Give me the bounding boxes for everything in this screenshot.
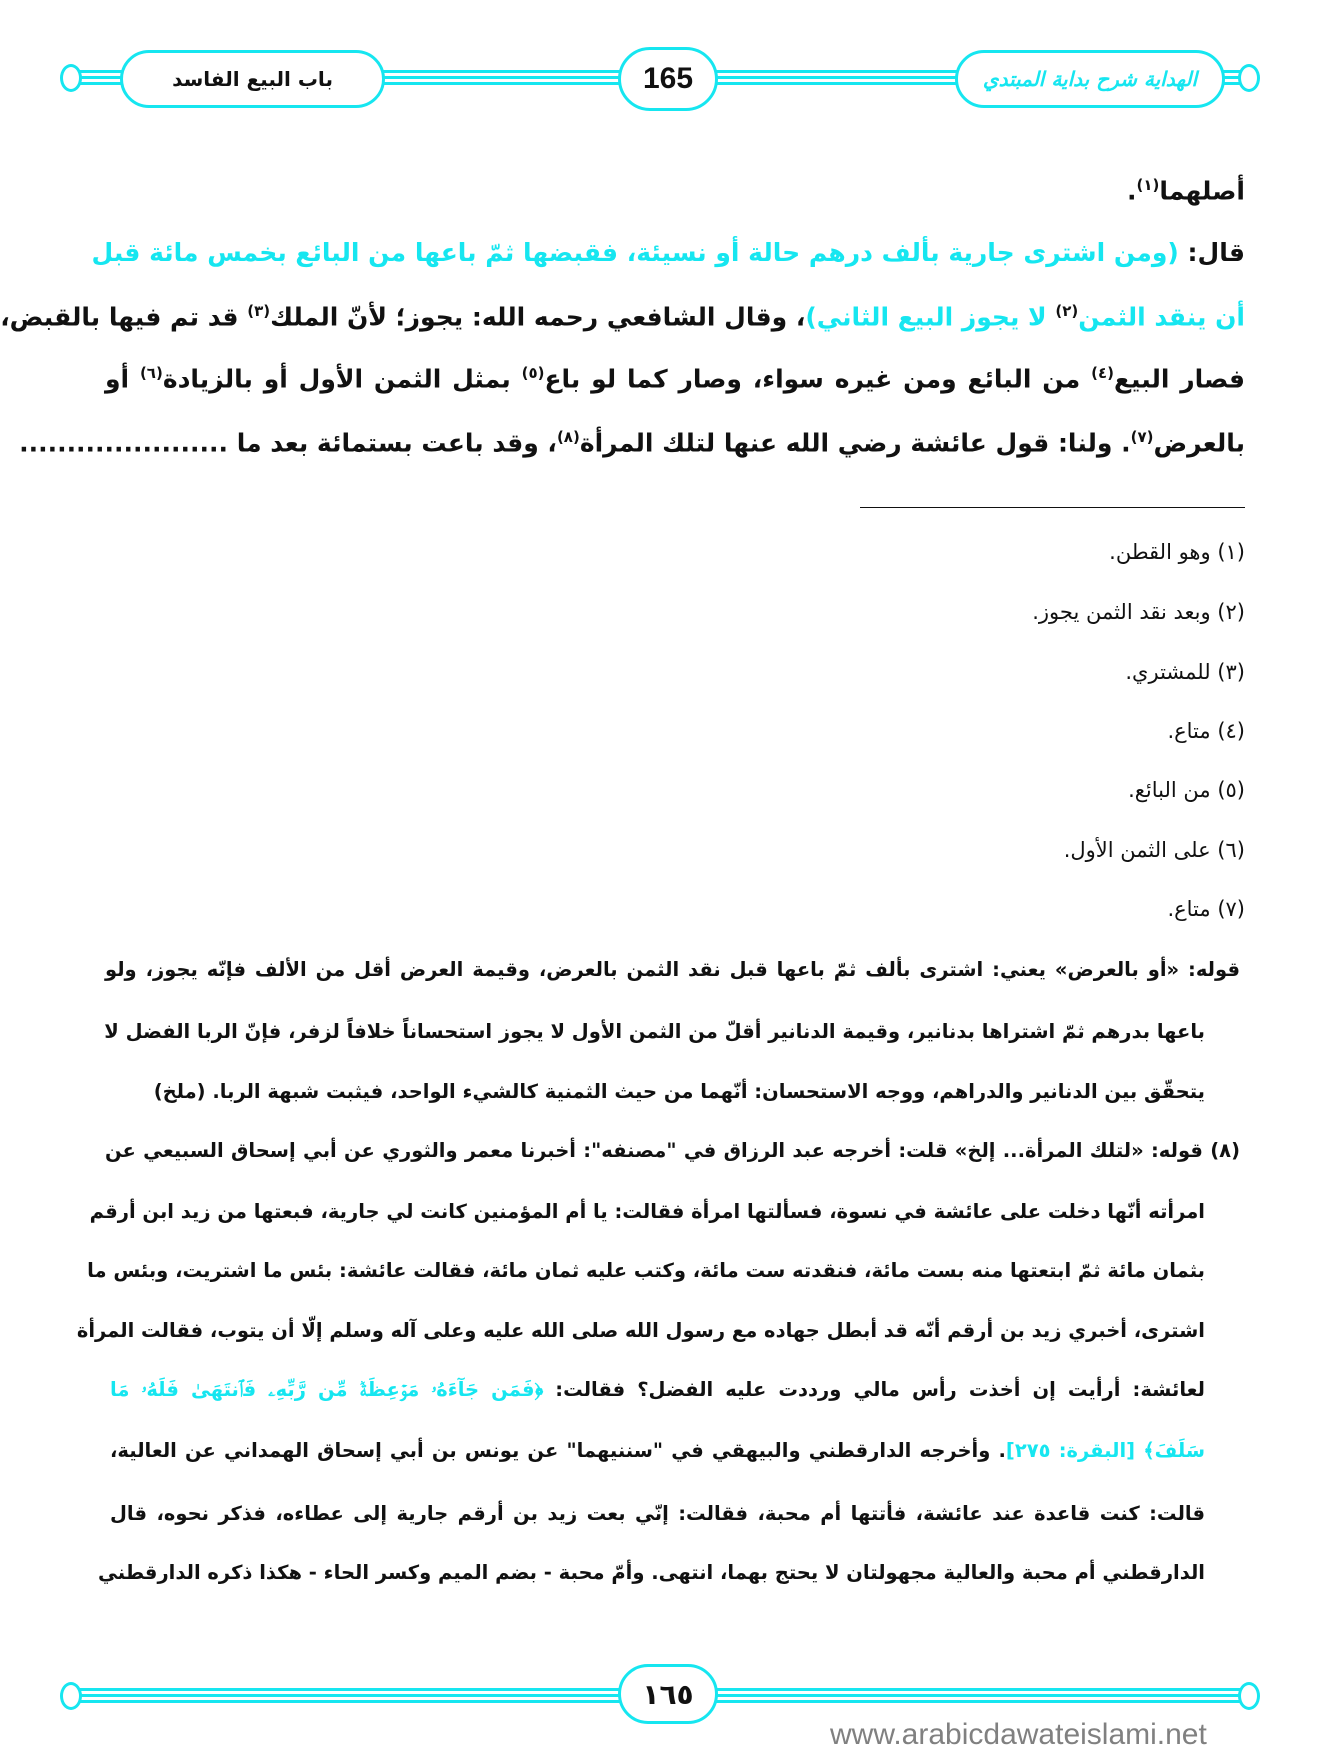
text-segment: أو [105, 364, 140, 394]
main-line [0, 302, 1245, 332]
text-segment: قوله: «أو بالعرض» يعني: اشترى بألف ثمّ باعها قبل نقد الثمن بالعرض، وقيمة العرض أقل من الألف فإنّه يجوز، ولو [105, 958, 1240, 981]
text-segment: قد تم فيها بالقبض، [0, 302, 248, 332]
footnote-ref: (١) [1136, 176, 1160, 194]
main-line [105, 364, 1245, 393]
footnote-item: (٧) متاع. [1167, 897, 1245, 921]
text-segment: بمثل الثمن الأول أو بالزيادة [162, 364, 522, 394]
main-line [19, 428, 1245, 458]
text-segment: ، وقال الشافعي رحمه الله: يجوز؛ لأنّ الملك [270, 302, 806, 332]
text-segment: . ولنا: قول عائشة رضي الله عنها لتلك المرأة [579, 428, 1131, 458]
commentary-line [110, 1080, 1205, 1103]
footnote-separator [860, 507, 1245, 508]
text-segment: لعائشة: أرأيت إن أخذت رأس مالي ورددت عليه الفضل؟ فقالت: [543, 1378, 1205, 1401]
footnote-ref: (٦) [139, 364, 163, 382]
text-segment: . [1127, 176, 1137, 206]
highlighted-text: ﴿فَمَن جَآءَهُۥ مَوۡعِظَةٞ مِّن رَّبِّهِۦ فَٱنتَهَىٰ فَلَهُۥ مَا [110, 1378, 544, 1401]
book-title: الهداية شرح بداية المبتدي [955, 50, 1225, 108]
footnote-item: (٦) على الثمن الأول. [1063, 838, 1245, 862]
commentary-line [105, 1139, 1240, 1162]
page-number-top: 165 [618, 47, 718, 111]
text-segment: الدارقطني أم محبة والعالية مجهولتان لا يحتج بهما، انتهى. وأمّ محبة - بضم الميم وكسر الحاء - هكذا ذكره الدارقطني [98, 1561, 1205, 1584]
commentary-line [98, 1561, 1205, 1584]
footnote-ref: (٧) [1130, 428, 1154, 446]
main-line [105, 176, 1245, 205]
footnote-ref: (٨) [556, 428, 580, 446]
footnote-ref: (٢) [1055, 302, 1079, 320]
footnote-item: (٤) متاع. [1167, 719, 1245, 743]
website-url[interactable]: www.arabicdawateislami.net [830, 1718, 1207, 1751]
footnote-item: (١) وهو القطن. [1109, 540, 1245, 564]
text-segment: قالت: كنت قاعدة عند عائشة، فأتتها أم محبة، فقالت: إنّي بعت زيد بن أرقم جارية إلى عطاءه، فذكر نحوه، قال [110, 1502, 1205, 1525]
text-segment: باعها بدرهم ثمّ اشتراها بدنانير، وقيمة الدنانير أقلّ من الثمن الأول لا يجوز استحساناً خلافاً لزفر، فإنّ الربا الفضل لا [104, 1020, 1205, 1043]
chapter-title: باب البيع الفاسد [120, 50, 385, 108]
highlighted-text: أن ينقد الثمن [1078, 302, 1245, 332]
commentary-line [105, 958, 1240, 981]
commentary-line [110, 1439, 1205, 1462]
text-segment: يتحقّق بين الدنانير والدراهم، ووجه الاستحسان: أنّهما من حيث الثمنية كالشيء الواحد، فيثبت شبهة الربا. (ملخ) [153, 1080, 1205, 1103]
page-number-bottom: ١٦٥ [618, 1664, 718, 1724]
text-segment: قال: [1178, 238, 1245, 267]
text-segment: فصار البيع [1113, 364, 1245, 394]
text-segment: بثمان مائة ثمّ ابتعتها منه بست مائة، فنقدته ست مائة، وكتب عليه ثمان مائة، فقالت عائشة: بئس ما اشتريت، وبئس ما [87, 1259, 1205, 1282]
highlighted-text: سَلَفَ﴾ [البقرة: ٢٧٥] [1005, 1439, 1205, 1462]
footnote-item: (٢) وبعد نقد الثمن يجوز. [1032, 600, 1245, 624]
footnote-item: (٣) للمشتري. [1125, 660, 1245, 684]
footnote-ref: (٣) [247, 302, 271, 320]
commentary-line [110, 1378, 1205, 1401]
commentary-line [76, 1319, 1205, 1342]
text-segment: بالعرض [1153, 428, 1245, 458]
footnote-ref: (٤) [1091, 364, 1114, 382]
highlighted-text: لا يجوز البيع الثاني) [805, 302, 1056, 332]
highlighted-text: (ومن اشترى جارية بألف درهم حالة أو نسيئة، فقبضها ثمّ باعها من البائع بخمس مائة قبل [91, 238, 1179, 267]
main-line [91, 238, 1245, 267]
commentary-line [89, 1200, 1205, 1223]
text-segment: . وأخرجه الدارقطني والبيهقي في "سننيهما" عن يونس بن أبي إسحاق الهمداني عن العالية، [110, 1439, 1006, 1462]
commentary-line [110, 1502, 1205, 1525]
commentary-line [87, 1259, 1205, 1282]
footnote-item: (٥) من البائع. [1128, 778, 1245, 802]
text-segment: ، وقد باعت بستمائة بعد ما ...................... [19, 428, 557, 458]
commentary-line [104, 1020, 1205, 1043]
text-segment: (٨) قوله: «لتلك المرأة... إلخ» قلت: أخرجه عبد الرزاق في "مصنفه": أخبرنا معمر والثوري عن أبي إسحاق السبيعي عن [105, 1139, 1240, 1162]
text-segment: أصلهما [1159, 176, 1245, 206]
text-segment: اشترى، أخبري زيد بن أرقم أنّه قد أبطل جهاده مع رسول الله صلى الله عليه وعلى آله وسلم إلّا أن يتوب، فقالت المرأة [76, 1319, 1205, 1342]
text-segment: من البائع ومن غيره سواء، وصار كما لو باع [544, 364, 1092, 394]
text-segment: امرأته أنّها دخلت على عائشة في نسوة، فسألتها امرأة فقالت: يا أم المؤمنين كانت لي جارية، فبعتها من زيد ابن أرقم [89, 1200, 1205, 1223]
footnote-ref: (٥) [521, 364, 545, 382]
